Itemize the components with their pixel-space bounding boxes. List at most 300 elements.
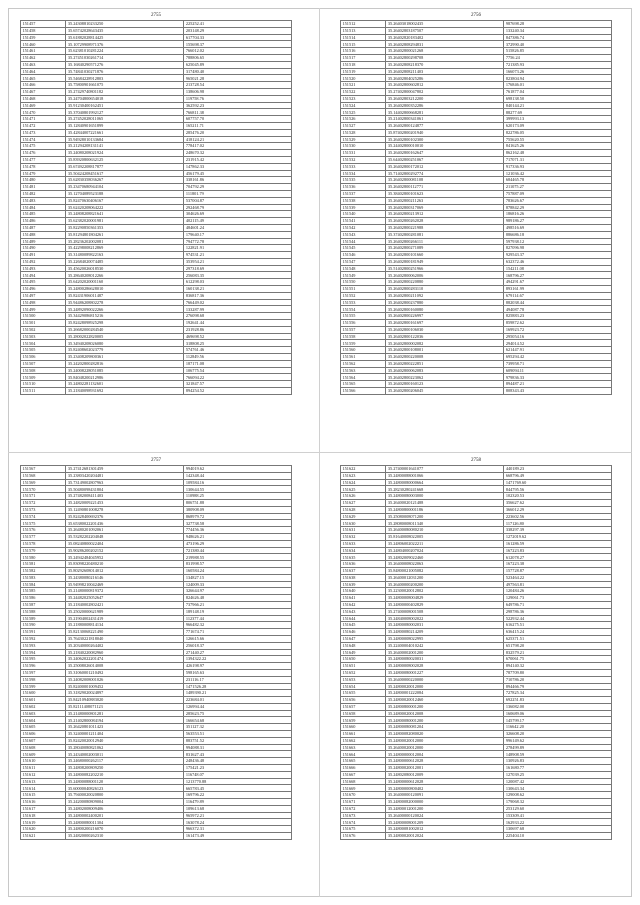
coordinate-cell: 35.82400001009452 (66, 683, 184, 690)
coordinate-cell: 35.37040801992127 (66, 109, 184, 116)
value-cell: 160689.06 (504, 710, 612, 717)
value-cell: 665783.45 (184, 785, 292, 792)
value-cell: 418124.21 (184, 136, 292, 143)
value-cell: 162933.22 (504, 819, 612, 826)
coordinate-cell: 35.21402800341061 (386, 116, 504, 123)
row-id-cell: 151601 (21, 697, 66, 704)
row-id-cell: 151666 (341, 765, 386, 772)
coordinate-cell: 35.31829020024897 (66, 690, 184, 697)
value-cell: 788806.65 (184, 54, 292, 61)
row-id-cell: 151472 (21, 122, 66, 129)
row-id-cell: 151608 (21, 744, 66, 751)
table-row (341, 116, 612, 123)
value-cell: 126615.66 (184, 635, 292, 642)
row-id-cell: 151620 (21, 826, 66, 833)
table-row (341, 388, 612, 395)
table-row (341, 197, 612, 204)
table-row (341, 629, 612, 636)
coordinate-cell: 35.26400002001200 (386, 649, 504, 656)
value-cell: 987698.28 (504, 21, 612, 28)
value-cell: 883751.52 (184, 737, 292, 744)
value-cell: 847386.74 (504, 34, 612, 41)
coordinate-cell: 35.28002022820005 (66, 333, 184, 340)
table-body (341, 466, 612, 840)
coordinate-cell: 35.26682000284540 (66, 326, 184, 333)
table-row (341, 313, 612, 320)
table-row (341, 819, 612, 826)
value-cell: 761877.04 (504, 88, 612, 95)
table-row (341, 493, 612, 500)
table-row (341, 581, 612, 588)
row-id-cell: 151600 (21, 690, 66, 697)
row-id-cell: 151616 (21, 799, 66, 806)
coordinate-cell: 35.26402800237880 (386, 299, 504, 306)
value-cell: 636415.24 (504, 629, 612, 636)
row-id-cell: 151623 (341, 472, 386, 479)
table-row (341, 367, 612, 374)
value-cell: 612078.27 (504, 554, 612, 561)
value-cell: 111801.79 (184, 190, 292, 197)
value-cell: 112849.56 (184, 354, 292, 361)
table-row (21, 95, 292, 102)
value-cell: 271440.27 (184, 649, 292, 656)
coordinate-cell: 35.32400001211404 (66, 731, 184, 738)
table-row (21, 833, 292, 840)
table-row (341, 95, 612, 102)
value-cell: 563553.51 (184, 731, 292, 738)
coordinate-cell: 35.24800080011304 (66, 819, 184, 826)
row-id-cell: 151526 (341, 116, 386, 123)
row-id-cell: 151584 (21, 581, 66, 588)
row-id-cell: 151659 (341, 717, 386, 724)
row-id-cell: 151596 (21, 663, 66, 670)
coordinate-cell: 35.26400000220000 (386, 676, 504, 683)
table-row (21, 292, 292, 299)
table-row (341, 27, 612, 34)
table-row (341, 68, 612, 75)
value-cell: 166073.26 (504, 68, 612, 75)
coordinate-cell: 35.37402800281081 (386, 231, 504, 238)
row-id-cell: 151664 (341, 751, 386, 758)
coordinate-cell: 35.26402800352286 (386, 102, 504, 109)
row-id-cell: 151574 (21, 513, 66, 520)
value-cell: 219988.55 (184, 554, 292, 561)
table-row (21, 629, 292, 636)
value-cell: 831627.43 (184, 751, 292, 758)
value-cell: 119758.76 (184, 95, 292, 102)
table-row (341, 265, 612, 272)
value-cell: 130926.83 (504, 758, 612, 765)
row-id-cell: 151509 (21, 374, 66, 381)
coordinate-cell: 35.50424208451617 (66, 170, 184, 177)
row-id-cell: 151534 (341, 170, 386, 177)
row-id-cell: 151599 (21, 683, 66, 690)
table-row (341, 374, 612, 381)
row-id-cell: 151489 (21, 238, 66, 245)
value-cell: 523464.22 (504, 574, 612, 581)
row-id-cell: 151561 (341, 354, 386, 361)
row-id-cell: 151471 (21, 116, 66, 123)
coordinate-cell: 35.12840901651899 (66, 122, 184, 129)
table-row (21, 669, 292, 676)
table-row (21, 306, 292, 313)
coordinate-cell: 35.26402800161697 (386, 320, 504, 327)
coordinate-cell: 35.28640208012266 (66, 272, 184, 279)
coordinate-cell: 35.27400001641077 (386, 466, 504, 473)
coordinate-cell: 35.75800901661075 (66, 82, 184, 89)
row-id-cell: 151500 (21, 313, 66, 320)
table-row (341, 109, 612, 116)
value-cell: 484601.24 (184, 224, 292, 231)
table-row (341, 676, 612, 683)
row-id-cell: 151532 (341, 156, 386, 163)
coordinate-cell: 35.27429740801182 (66, 88, 184, 95)
table-row (21, 703, 292, 710)
row-id-cell: 151525 (341, 109, 386, 116)
table-row (341, 724, 612, 731)
value-cell: 276098.68 (184, 313, 292, 320)
row-id-cell: 151552 (341, 292, 386, 299)
value-cell: 794772.78 (184, 238, 292, 245)
coordinate-cell: 35.24800080000664 (386, 479, 504, 486)
page-number: 2757 (151, 458, 161, 463)
value-cell: 362592.23 (184, 102, 292, 109)
coordinate-cell: 35.26402800160123 (386, 381, 504, 388)
data-table (340, 20, 612, 395)
coordinate-cell: 35.24802008009406 (66, 805, 184, 812)
row-id-cell: 151631 (341, 527, 386, 534)
table-row (21, 479, 292, 486)
coordinate-cell: 35.24800088001066 (386, 472, 504, 479)
table-row (341, 669, 612, 676)
coordinate-cell: 35.24800286628010 (66, 286, 184, 293)
table-row (21, 163, 292, 170)
coordinate-cell: 35.24800020012000 (386, 737, 504, 744)
row-id-cell: 151568 (21, 472, 66, 479)
row-id-cell: 151610 (21, 758, 66, 765)
table-row (341, 184, 612, 191)
table-row (341, 683, 612, 690)
row-id-cell: 151546 (341, 252, 386, 259)
row-id-cell: 151519 (341, 68, 386, 75)
value-cell: 353954.21 (184, 258, 292, 265)
table-row (341, 61, 612, 68)
table-row (341, 615, 612, 622)
coordinate-cell: 35.26402800211092 (386, 292, 504, 299)
table-row (341, 765, 612, 772)
coordinate-cell: 35.27452028011065 (66, 116, 184, 123)
coordinate-cell: 35.21904002431419 (66, 615, 184, 622)
row-id-cell: 151480 (21, 177, 66, 184)
table-row (341, 292, 612, 299)
row-id-cell: 151573 (21, 506, 66, 513)
coordinate-cell: 35.25020000621989 (66, 608, 184, 615)
row-id-cell: 151515 (341, 41, 386, 48)
coordinate-cell: 35.26402800081108 (386, 177, 504, 184)
page-number: 2758 (471, 458, 481, 463)
row-id-cell: 151626 (341, 493, 386, 500)
row-id-cell: 151614 (21, 785, 66, 792)
table-row (21, 170, 292, 177)
row-id-cell: 151462 (21, 54, 66, 61)
row-id-cell: 151581 (21, 561, 66, 568)
value-cell: 148908.59 (504, 751, 612, 758)
row-id-cell: 151665 (341, 758, 386, 765)
table-row (21, 374, 292, 381)
value-cell: 1272019.62 (504, 533, 612, 540)
value-cell: 351127.32 (184, 724, 292, 731)
table-row (21, 41, 292, 48)
table-row (21, 258, 292, 265)
coordinate-cell: 35.50480098431804 (66, 486, 184, 493)
value-cell: 929543.37 (504, 252, 612, 259)
value-cell: 213728.54 (184, 82, 292, 89)
row-id-cell: 151507 (21, 360, 66, 367)
table-row (341, 354, 612, 361)
row-id-cell: 151547 (341, 258, 386, 265)
coordinate-cell: 35.34429086815216 (66, 313, 184, 320)
value-cell: 522932.44 (504, 615, 612, 622)
value-cell: 327738.58 (184, 520, 292, 527)
table-row (341, 21, 612, 28)
row-id-cell: 151570 (21, 486, 66, 493)
coordinate-cell: 35.26400000120091 (386, 792, 504, 799)
coordinate-cell: 35.82111408071123 (66, 703, 184, 710)
table-row (21, 21, 292, 28)
value-cell: 836817.36 (184, 292, 292, 299)
value-cell: 117126.80 (504, 520, 612, 527)
value-cell: 808343.43 (504, 388, 612, 395)
coordinate-cell: 35.24802281132601 (66, 381, 184, 388)
coordinate-cell: 35.26402800213912 (386, 211, 504, 218)
value-cell: 704792.29 (184, 184, 292, 191)
coordinate-cell: 35.26402800220880 (386, 279, 504, 286)
row-id-cell: 151548 (341, 265, 386, 272)
value-cell: 256083.35 (184, 272, 292, 279)
coordinate-cell: 35.26402803212200 (386, 95, 504, 102)
coordinate-cell: 35.24800080081204 (386, 724, 504, 731)
table-row (341, 347, 612, 354)
row-id-cell: 151527 (341, 122, 386, 129)
value-cell: 824626.48 (184, 595, 292, 602)
table-row (341, 527, 612, 534)
table-row (341, 245, 612, 252)
table-row (21, 615, 292, 622)
row-id-cell: 151618 (21, 812, 66, 819)
coordinate-cell: 35.26402800298708 (386, 54, 504, 61)
row-id-cell: 151499 (21, 306, 66, 313)
row-id-cell: 151566 (341, 388, 386, 395)
table-row (341, 88, 612, 95)
value-cell: 297318.69 (184, 265, 292, 272)
table-row (21, 116, 292, 123)
coordinate-cell: 35.14402800668281 (386, 109, 504, 116)
value-cell: 739958.71 (504, 360, 612, 367)
coordinate-cell: 35.94486208802278 (66, 299, 184, 306)
table-row (341, 252, 612, 259)
value-cell: 710786.20 (504, 676, 612, 683)
coordinate-cell: 35.62381010281224 (66, 48, 184, 55)
value-cell: 893161.99 (504, 286, 612, 293)
value-cell: 827096.98 (504, 245, 612, 252)
coordinate-cell: 35.24800800001200 (386, 703, 504, 710)
table-row (341, 520, 612, 527)
row-id-cell: 151657 (341, 703, 386, 710)
table-row (21, 717, 292, 724)
table-row (341, 54, 612, 61)
table-row (21, 333, 292, 340)
row-id-cell: 151576 (21, 527, 66, 534)
coordinate-cell: 35.26402800108001 (386, 347, 504, 354)
coordinate-cell: 35.84800021005082 (386, 567, 504, 574)
coordinate-cell: 35.82290850361353 (66, 224, 184, 231)
coordinate-cell: 35.26402800317069 (386, 204, 504, 211)
coordinate-cell: 35.26402800223062 (386, 374, 504, 381)
row-id-cell: 151571 (21, 493, 66, 500)
value-cell: 231915.42 (184, 156, 292, 163)
coordinate-cell: 35.24800080003000 (386, 493, 504, 500)
row-id-cell: 151650 (341, 656, 386, 663)
coordinate-cell: 35.26400020012000 (386, 744, 504, 751)
row-id-cell: 151649 (341, 649, 386, 656)
value-cell: 894254.52 (184, 388, 292, 395)
row-id-cell: 151495 (21, 279, 66, 286)
coordinate-cell: 35.26420801011423 (66, 724, 184, 731)
row-id-cell: 151506 (21, 354, 66, 361)
row-id-cell: 151491 (21, 252, 66, 259)
coordinate-cell: 35.23470680944104 (66, 184, 184, 191)
row-id-cell: 151572 (21, 499, 66, 506)
value-cell: 497563.81 (504, 581, 612, 588)
coordinate-cell: 35.24800082000000 (386, 799, 504, 806)
value-cell: 295054.16 (504, 333, 612, 340)
value-cell: 167223.83 (504, 547, 612, 554)
row-id-cell: 151603 (21, 710, 66, 717)
table-row (341, 567, 612, 574)
coordinate-cell: 35.79400020020800 (66, 792, 184, 799)
coordinate-cell: 35.12490801008278 (66, 506, 184, 513)
row-id-cell: 151661 (341, 731, 386, 738)
value-cell: 717071.31 (504, 156, 612, 163)
row-id-cell: 151536 (341, 184, 386, 191)
table-row (21, 731, 292, 738)
value-cell: 832579.21 (504, 649, 612, 656)
coordinate-cell: 35.26402800162647 (386, 150, 504, 157)
row-id-cell: 151598 (21, 676, 66, 683)
table-row (21, 313, 292, 320)
coordinate-cell: 35.24800080001200 (386, 717, 504, 724)
value-cell: 625371.51 (504, 635, 612, 642)
coordinate-cell: 35.26402808218370 (386, 61, 504, 68)
coordinate-cell: 35.24808208821641 (66, 211, 184, 218)
value-cell: 160584.24 (184, 567, 292, 574)
value-cell: 203148.29 (184, 27, 292, 34)
row-id-cell: 151551 (341, 286, 386, 293)
coordinate-cell: 35.08240800022404 (66, 540, 184, 547)
value-cell: 161286.59 (504, 540, 612, 547)
row-id-cell: 151567 (21, 466, 66, 473)
coordinate-cell: 35.26402800262028 (386, 218, 504, 225)
value-cell: 757887.09 (504, 190, 612, 197)
table-row (341, 751, 612, 758)
row-id-cell: 151466 (21, 82, 66, 89)
value-cell: 783626.67 (504, 197, 612, 204)
table-row (341, 75, 612, 82)
table-row (341, 826, 612, 833)
row-id-cell: 151636 (341, 561, 386, 568)
row-id-cell: 151577 (21, 533, 66, 540)
value-cell: 670061.75 (504, 656, 612, 663)
table-row (21, 533, 292, 540)
row-id-cell: 151514 (341, 34, 386, 41)
coordinate-cell: 35.82428400692376 (66, 513, 184, 520)
table-row (21, 320, 292, 327)
coordinate-cell: 35.27482008411403 (66, 493, 184, 500)
value-cell: 223602.56 (504, 513, 612, 520)
coordinate-cell: 35.82420020012940 (66, 737, 184, 744)
table-row (341, 360, 612, 367)
coordinate-cell: 35.26400012031200 (386, 574, 504, 581)
value-cell: 862162.48 (504, 150, 612, 157)
table-row (341, 340, 612, 347)
value-cell: 134827.15 (184, 574, 292, 581)
coordinate-cell: 35.26402800181949 (386, 258, 504, 265)
table-row (341, 381, 612, 388)
value-cell: 169796.22 (184, 792, 292, 799)
table-row (341, 805, 612, 812)
coordinate-cell: 35.24704800654018 (66, 95, 184, 102)
value-cell: 878842.29 (504, 204, 612, 211)
row-id-cell: 151482 (21, 190, 66, 197)
value-cell: 145799.17 (504, 717, 612, 724)
value-cell: 304626.69 (184, 211, 292, 218)
row-id-cell: 151538 (341, 197, 386, 204)
value-cell: 298786.36 (504, 608, 612, 615)
coordinate-cell: 35.62382020001981 (66, 218, 184, 225)
row-id-cell: 151477 (21, 156, 66, 163)
value-cell: 116642.20 (504, 724, 612, 731)
value-cell: 166654.68 (184, 717, 292, 724)
table-row (21, 771, 292, 778)
row-id-cell: 151544 (341, 238, 386, 245)
coordinate-cell: 35.26402800062006 (386, 272, 504, 279)
row-id-cell: 151516 (341, 48, 386, 55)
coordinate-cell: 35.24082008001026 (66, 676, 184, 683)
coordinate-cell: 35.24062022201474 (66, 656, 184, 663)
table-row (21, 231, 292, 238)
value-cell: 948626.21 (184, 533, 292, 540)
row-id-cell: 151632 (341, 533, 386, 540)
coordinate-cell: 35.24800020012000 (386, 683, 504, 690)
row-id-cell: 151595 (21, 656, 66, 663)
coordinate-cell: 35.54684228912803 (66, 75, 184, 82)
coordinate-cell: 35.26402800221988 (386, 224, 504, 231)
value-cell: 774456.36 (184, 527, 292, 534)
value-cell: 175421.23 (184, 765, 292, 772)
table-row (21, 224, 292, 231)
table-row (21, 360, 292, 367)
value-cell: 130643.34 (504, 785, 612, 792)
value-cell: 169923.72 (504, 326, 612, 333)
row-id-cell: 151644 (341, 615, 386, 622)
data-table (20, 465, 292, 840)
table-row (341, 758, 612, 765)
coordinate-cell: 35.90286200202152 (66, 547, 184, 554)
coordinate-cell: 35.45620026018530 (66, 265, 184, 272)
table-row (21, 527, 292, 534)
row-id-cell: 151535 (341, 177, 386, 184)
row-id-cell: 151582 (21, 567, 66, 574)
